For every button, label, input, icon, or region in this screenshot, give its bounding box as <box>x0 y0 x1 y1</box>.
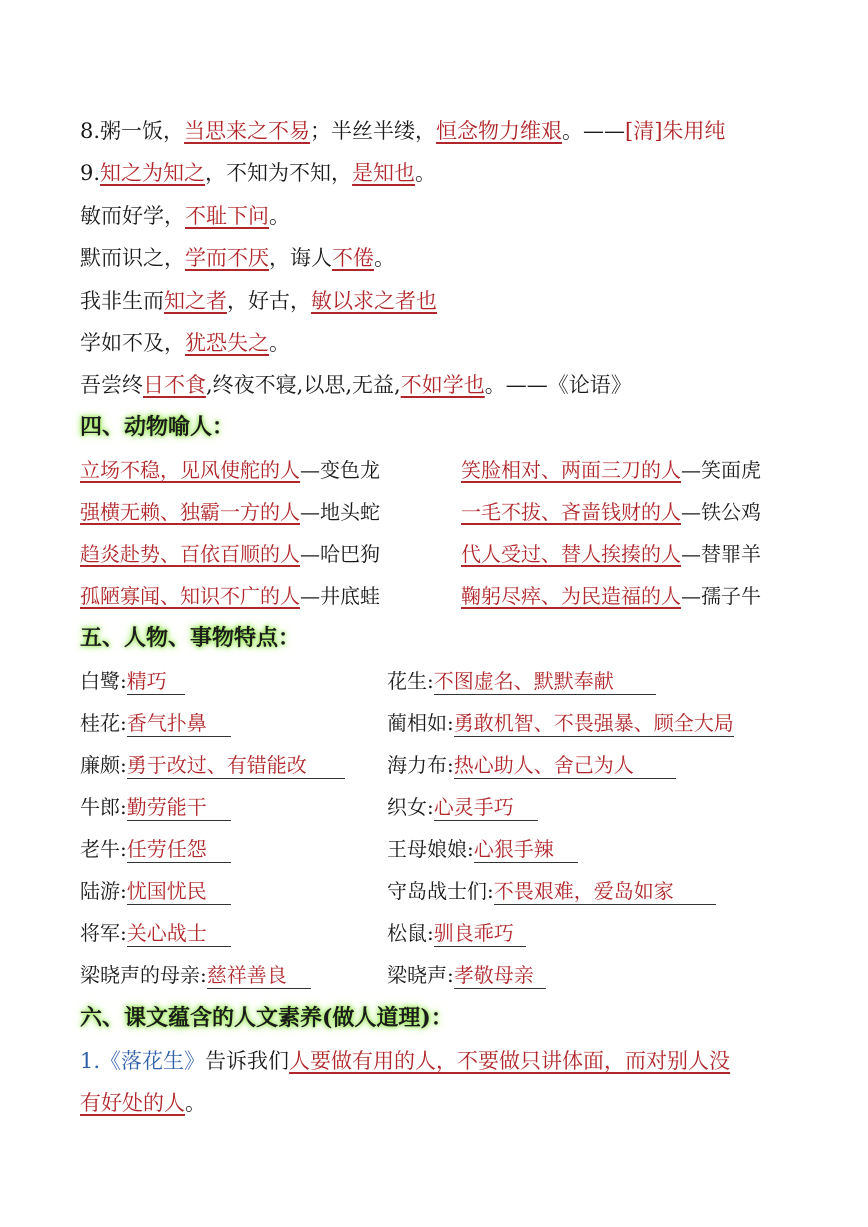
lesson-item-1-cont <box>80 1088 206 1118</box>
answer-text: 不如学也 <box>400 373 485 397</box>
lesson-text: 。 <box>185 1091 206 1115</box>
quote-text: 。 <box>269 204 290 228</box>
trait-item-right <box>387 792 538 822</box>
trait-item-left <box>80 750 345 780</box>
answer-text: 当思来之不易 <box>184 119 311 143</box>
quote-line-11 <box>80 243 395 273</box>
answer-text: 知之为知之 <box>100 161 206 185</box>
animal-name: —替罪羊 <box>681 542 761 566</box>
quote-text: 。 <box>269 331 290 355</box>
quote-text: 学如不及， <box>80 331 185 355</box>
quote-text: ,终夜不寝,以思,无益, <box>206 373 401 397</box>
answer-text: 人要做有用的人，不要做只讲体面，而对别人没 <box>289 1049 731 1073</box>
animal-desc: 鞠躬尽瘁、为民造福的人 <box>461 584 681 608</box>
trait-subject: 将军: <box>80 921 127 945</box>
trait-answer: 勇于改过、有错能改 <box>127 752 345 779</box>
quote-text: ，好古， <box>227 289 311 313</box>
trait-answer: 热心助人、舍己为人 <box>454 752 676 779</box>
section-heading-values: 六、课文蕴含的人文素养(做人道理)： <box>80 1005 453 1031</box>
answer-text: 是知也 <box>352 161 416 185</box>
quote-text: 敏而好学， <box>80 204 185 228</box>
quote-line-12 <box>80 286 437 316</box>
trait-answer: 关心战士 <box>127 920 231 947</box>
trait-subject: 桂花: <box>80 711 127 735</box>
answer-text: 敏以求之者也 <box>311 289 437 313</box>
quote-line-13 <box>80 328 290 358</box>
trait-answer: 不畏艰难，爱岛如家 <box>494 878 716 905</box>
answer-text: 恒念物力维艰 <box>436 119 563 143</box>
quote-text: 。——《论语》 <box>484 373 632 397</box>
trait-item-left <box>80 960 311 990</box>
lesson-item-1 <box>80 1046 730 1076</box>
animal-name: —孺子牛 <box>681 584 761 608</box>
quote-text: 8.粥一饭， <box>80 119 185 143</box>
trait-item-right <box>387 708 734 738</box>
animal-row-left <box>80 581 380 611</box>
quote-text: 。 <box>415 161 437 185</box>
trait-subject: 牛郎: <box>80 795 127 819</box>
animal-name: —铁公鸡 <box>681 500 761 524</box>
animal-name: —井底蛙 <box>300 584 380 608</box>
trait-item-left <box>80 708 231 738</box>
animal-name: —哈巴狗 <box>300 542 380 566</box>
trait-answer: 慈祥善良 <box>207 962 311 989</box>
animal-row-right <box>461 455 761 485</box>
answer-text: 不耻下问 <box>185 204 269 228</box>
trait-subject: 守岛战士们: <box>387 879 494 903</box>
animal-desc: 一毛不拔、吝啬钱财的人 <box>461 500 681 524</box>
trait-item-right <box>387 918 526 948</box>
answer-text: 日不食 <box>143 373 206 397</box>
trait-answer: 驯良乖巧 <box>434 920 526 947</box>
trait-item-right <box>387 834 578 864</box>
animal-name: —笑面虎 <box>681 458 761 482</box>
answer-text: 有好处的人 <box>80 1091 185 1115</box>
trait-subject: 梁晓声: <box>387 963 454 987</box>
trait-item-right <box>387 876 716 906</box>
trait-subject: 陆游: <box>80 879 127 903</box>
answer-text: 学而不厌 <box>185 246 269 270</box>
answer-text: 不倦 <box>332 246 374 270</box>
trait-item-right <box>387 960 546 990</box>
quote-text: ，诲人 <box>269 246 332 270</box>
trait-subject: 松鼠: <box>387 921 434 945</box>
quote-author: [清]朱用纯 <box>625 119 726 143</box>
quote-line-10 <box>80 201 290 231</box>
trait-subject: 老牛: <box>80 837 127 861</box>
trait-answer: 孝敬母亲 <box>454 962 546 989</box>
quote-text: ，不知为不知， <box>205 161 353 185</box>
trait-answer: 不图虚名、默默奉献 <box>434 668 656 695</box>
section-heading-animals: 四、动物喻人： <box>80 414 235 440</box>
animal-row-right <box>461 497 761 527</box>
animal-row-left <box>80 539 380 569</box>
item-number: 1. <box>80 1049 101 1073</box>
animal-row-right <box>461 539 761 569</box>
lesson-text: 告诉我们 <box>205 1049 290 1073</box>
animal-desc: 笑脸相对、两面三刀的人 <box>461 458 681 482</box>
trait-subject: 花生: <box>387 669 434 693</box>
answer-text: 知之者 <box>164 289 227 313</box>
trait-answer: 勤劳能干 <box>127 794 231 821</box>
animal-desc: 孤陋寡闻、知识不广的人 <box>80 584 300 608</box>
animal-name: —地头蛇 <box>300 500 380 524</box>
trait-item-right <box>387 666 656 696</box>
trait-item-left <box>80 876 231 906</box>
quote-text: 。 <box>374 246 395 270</box>
trait-answer: 心灵手巧 <box>434 794 538 821</box>
trait-subject: 蔺相如: <box>387 711 454 735</box>
trait-answer: 任劳任怨 <box>127 836 231 863</box>
quote-text: 默而识之， <box>80 246 185 270</box>
animal-row-right <box>461 581 761 611</box>
animal-name: —变色龙 <box>300 458 380 482</box>
quote-text: 我非生而 <box>80 289 164 313</box>
trait-item-left <box>80 792 231 822</box>
trait-subject: 海力布: <box>387 753 454 777</box>
section-heading-characters: 五、人物、事物特点： <box>80 625 301 651</box>
quote-text: ；半丝半缕， <box>310 119 437 143</box>
animal-desc: 强横无赖、独霸一方的人 <box>80 500 300 524</box>
animal-desc: 立场不稳，见风使舵的人 <box>80 458 300 482</box>
quote-line-8 <box>80 116 725 146</box>
quote-text: 9. <box>80 161 101 185</box>
quote-text: 。—— <box>562 119 626 143</box>
animal-row-left <box>80 455 380 485</box>
animal-desc: 趋炎赴势、百依百顺的人 <box>80 542 300 566</box>
trait-answer: 精巧 <box>127 668 185 695</box>
trait-subject: 廉颇: <box>80 753 127 777</box>
trait-item-left <box>80 834 231 864</box>
trait-item-right <box>387 750 676 780</box>
book-title: 《落花生》 <box>100 1049 206 1073</box>
animal-desc: 代人受过、替人挨揍的人 <box>461 542 681 566</box>
trait-subject: 梁晓声的母亲: <box>80 963 207 987</box>
animal-row-left <box>80 497 380 527</box>
trait-item-left <box>80 918 231 948</box>
trait-subject: 王母娘娘: <box>387 837 474 861</box>
trait-answer: 心狠手辣 <box>474 836 578 863</box>
trait-subject: 织女: <box>387 795 434 819</box>
answer-text: 犹恐失之 <box>185 331 269 355</box>
trait-answer: 勇敢机智、不畏强暴、顾全大局 <box>453 711 734 735</box>
trait-subject: 白鹭: <box>80 669 127 693</box>
quote-line-14 <box>80 370 632 400</box>
quote-text: 吾尝终 <box>80 373 143 397</box>
trait-item-left <box>80 666 185 696</box>
trait-answer: 忧国忧民 <box>127 878 231 905</box>
trait-answer: 香气扑鼻 <box>127 710 231 737</box>
quote-line-9 <box>80 158 436 188</box>
